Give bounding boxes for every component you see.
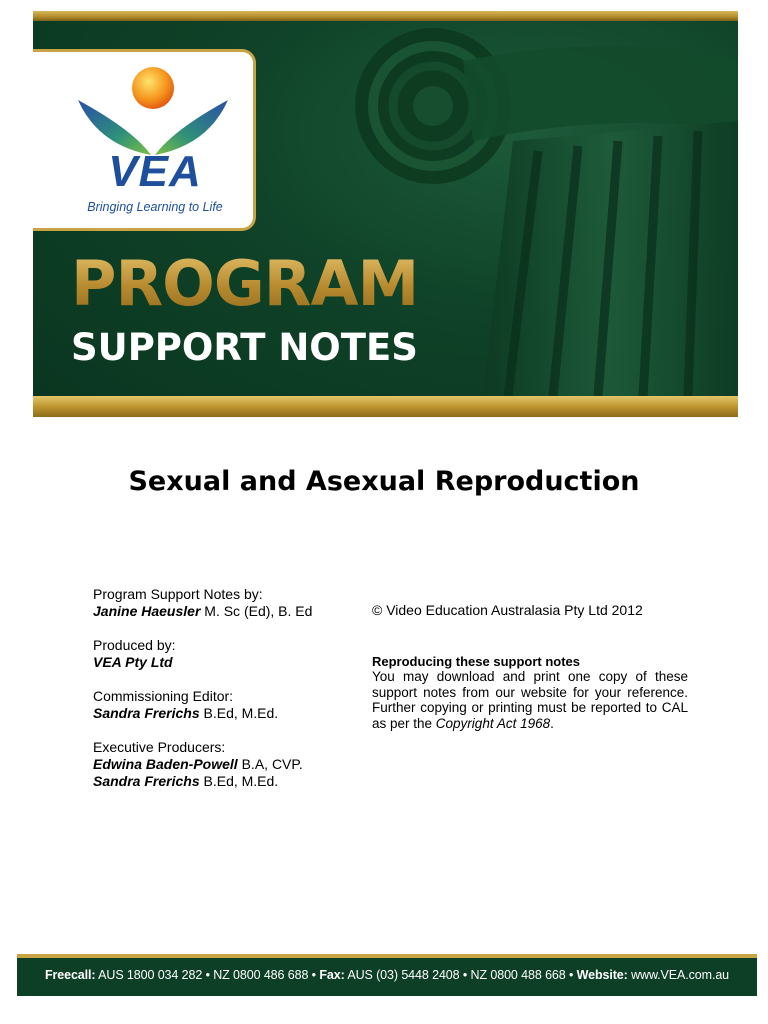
contact-footer bbox=[17, 954, 757, 996]
credit-name: Janine Haeusler bbox=[93, 603, 201, 619]
reproduction-heading: Reproducing these support notes bbox=[372, 653, 581, 669]
copyright-act-reference: Copyright Act 1968 bbox=[435, 715, 551, 731]
credit-qualifications: B.Ed, M.Ed. bbox=[199, 705, 279, 721]
reproduction-text bbox=[372, 669, 688, 731]
credit-qualifications: M. Sc (Ed), B. Ed bbox=[200, 603, 313, 619]
credit-qualifications: B.Ed, M.Ed. bbox=[199, 773, 279, 789]
logo-panel bbox=[33, 49, 256, 231]
credit-label: Program Support Notes by: bbox=[93, 586, 263, 602]
footer-contact-line bbox=[17, 968, 757, 982]
credit-producer bbox=[93, 637, 363, 671]
credit-name: VEA Pty Ltd bbox=[93, 654, 173, 670]
gold-bar-top bbox=[33, 11, 738, 21]
credit-editor bbox=[93, 688, 363, 722]
credits-column bbox=[93, 586, 363, 807]
credit-label: Commissioning Editor: bbox=[93, 688, 234, 704]
banner-title-support-notes: SUPPORT NOTES bbox=[71, 326, 418, 369]
copyright-notice: © Video Education Australasia Pty Ltd 2012 bbox=[372, 602, 643, 618]
fax-numbers: AUS (03) 5448 2408 • NZ 0800 488 668 • bbox=[344, 968, 577, 982]
reproduction-end: . bbox=[550, 715, 554, 731]
credit-label: Produced by: bbox=[93, 637, 176, 653]
website-url[interactable]: www.VEA.com.au bbox=[627, 968, 730, 982]
document-title: Sexual and Asexual Reproduction bbox=[128, 466, 640, 497]
website-label: Website: bbox=[576, 968, 628, 982]
reproduction-body: You may download and print one copy of these support notes from our website for your reference. Further copying or printing must be reported to CAL as per the bbox=[372, 669, 688, 731]
gold-bar-bottom bbox=[33, 396, 738, 417]
credit-name: Edwina Baden-Powell bbox=[93, 756, 238, 772]
credit-qualifications: B.A, CVP. bbox=[237, 756, 303, 772]
banner-title-program: PROGRAM bbox=[71, 247, 419, 320]
rights-column bbox=[372, 603, 688, 731]
credit-name: Sandra Frerichs bbox=[93, 705, 200, 721]
logo-wordmark: VEA bbox=[108, 147, 202, 196]
credit-label: Executive Producers: bbox=[93, 739, 226, 755]
freecall-numbers: AUS 1800 034 282 • NZ 0800 486 688 • bbox=[95, 968, 320, 982]
header-banner bbox=[33, 11, 738, 417]
credit-executive-producers bbox=[93, 739, 363, 790]
logo-tagline: Bringing Learning to Life bbox=[87, 200, 223, 214]
fax-label: Fax: bbox=[319, 968, 345, 982]
freecall-label: Freecall: bbox=[44, 968, 96, 982]
credit-name: Sandra Frerichs bbox=[93, 773, 200, 789]
credit-notes-author bbox=[93, 586, 363, 620]
